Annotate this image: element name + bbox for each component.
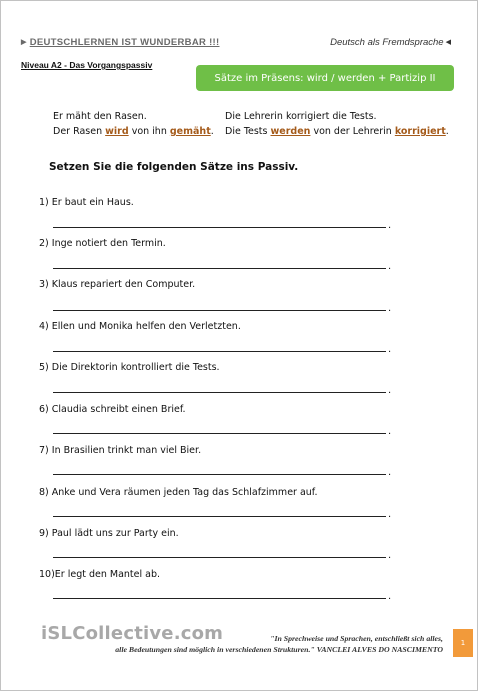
example-aux-highlight: wird (105, 126, 129, 137)
example-text: von ihn (128, 126, 170, 137)
exercise-sentence: 5) Die Direktorin kontrolliert die Tests. (39, 362, 220, 373)
exercise-sentence: 9) Paul lädt uns zur Party ein. (39, 528, 179, 539)
topic-box: Sätze im Präsens: wird / werden + Partizip II (196, 65, 454, 91)
example-text: von der Lehrerin (310, 126, 395, 137)
header-right-text: Deutsch als Fremdsprache (330, 37, 444, 48)
page-number-badge: 1 (453, 629, 473, 657)
triangle-left-icon: ◀ (445, 39, 451, 46)
example-aux-highlight: werden (270, 126, 311, 137)
answer-line-dot: . (388, 509, 392, 520)
answer-line-dot: . (388, 344, 392, 355)
example-participle-highlight: korrigiert (394, 126, 446, 137)
answer-line[interactable] (53, 516, 386, 517)
footer-quote (73, 633, 443, 655)
answer-line-dot: . (388, 467, 392, 478)
answer-line-dot: . (388, 426, 392, 437)
answer-line[interactable] (53, 268, 386, 269)
exercise-sentence: 4) Ellen und Monika helfen den Verletzten. (39, 321, 241, 332)
answer-line-dot: . (388, 550, 392, 561)
answer-line[interactable] (53, 474, 386, 475)
answer-line-dot: . (388, 261, 392, 272)
exercise-sentence: 3) Klaus repariert den Computer. (39, 279, 196, 290)
answer-line-dot: . (388, 591, 392, 602)
example-left-passive (53, 126, 214, 137)
example-left-active: Er mäht den Rasen. (53, 111, 147, 122)
answer-line-dot: . (388, 303, 392, 314)
exercise-sentence: 1) Er baut ein Haus. (39, 197, 134, 208)
answer-line[interactable] (53, 310, 386, 311)
example-text: . (445, 126, 449, 137)
answer-line-dot: . (388, 220, 392, 231)
example-right-passive (225, 126, 449, 137)
exercise-sentence: 10)Er legt den Mantel ab. (39, 569, 161, 580)
answer-line[interactable] (53, 557, 386, 558)
header-left-text: DEUTSCHLERNEN IST WUNDERBAR !!! (29, 37, 220, 48)
answer-line[interactable] (53, 227, 386, 228)
exercise-sentence: 8) Anke und Vera räumen jeden Tag das Schlafzimmer auf. (39, 487, 318, 498)
site-logo: iSLCollective.com (41, 623, 224, 644)
example-text: Die Tests (225, 126, 271, 137)
instruction-heading: Setzen Sie die folgenden Sätze ins Passiv. (49, 161, 299, 173)
answer-line[interactable] (53, 351, 386, 352)
exercise-sentence: 2) Inge notiert den Termin. (39, 238, 166, 249)
header-right (330, 37, 451, 48)
level-title: Niveau A2 - Das Vorgangspassiv (21, 60, 153, 70)
example-text: . (210, 126, 214, 137)
example-participle-highlight: gemäht (169, 126, 211, 137)
footer-quote-line: alle Bedeutungen sind möglich in verschiedenen Strukturen." VANCLEI ALVES DO NASCIMENTO (115, 645, 443, 654)
header-left (21, 37, 219, 48)
answer-line[interactable] (53, 392, 386, 393)
example-right-active: Die Lehrerin korrigiert die Tests. (225, 111, 377, 122)
footer-quote-line: "In Sprechweise und Sprachen, entschließt sich alles, (270, 634, 443, 643)
example-text: Der Rasen (53, 126, 106, 137)
answer-line[interactable] (53, 598, 386, 599)
exercise-sentence: 6) Claudia schreibt einen Brief. (39, 404, 186, 415)
answer-line[interactable] (53, 433, 386, 434)
exercise-sentence: 7) In Brasilien trinkt man viel Bier. (39, 445, 202, 456)
answer-line-dot: . (388, 385, 392, 396)
triangle-right-icon: ▶ (21, 39, 27, 46)
